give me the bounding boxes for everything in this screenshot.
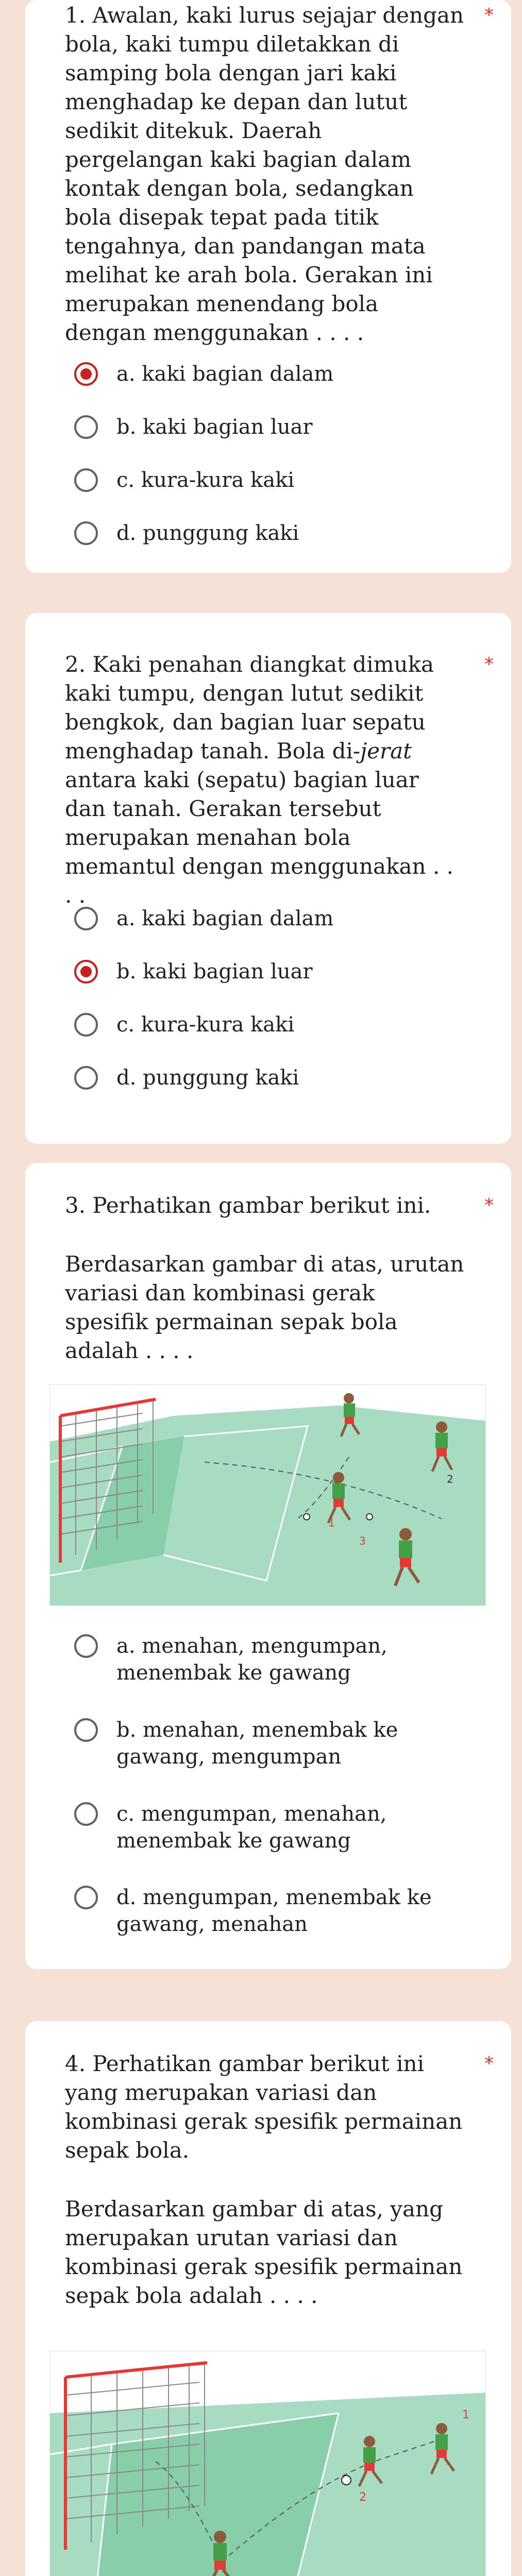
q2-option-b-label: b. kaki bagian luar: [116, 960, 313, 984]
question-card-4: [25, 2021, 511, 2576]
question-1-text: [65, 1, 494, 347]
q3-option-b[interactable]: [74, 1717, 475, 1770]
question-3-figure: [49, 1384, 486, 1606]
q3-option-c[interactable]: [74, 1801, 475, 1854]
figure-number-1: 1: [462, 2409, 469, 2421]
q3-radio-d[interactable]: [74, 1886, 98, 1909]
q3-option-a-label: a. menahan, mengumpan, menembak ke gawang: [116, 1634, 388, 1685]
question-3-body: 3. Perhatikan gambar berikut ini.: [65, 1193, 431, 1218]
question-2-body: [65, 650, 465, 910]
q1-radio-d[interactable]: [74, 521, 98, 545]
required-asterisk: *: [484, 2053, 494, 2074]
question-1-body: 1. Awalan, kaki lurus sejajar dengan bola, kaki tumpu diletakkan di samping bola dengan jari kaki menghadap ke depan dan lutut sedikit ditekuk. Daerah pergelangan kaki bagian dalam kontak dengan bola, sedangkan bola disepak tepat pada titik tengahnya, dan pandangan mata melihat ke arah bola. Gerakan ini merupakan menendang bola dengan menggunakan . . . .: [65, 3, 464, 345]
figure-number-3: 3: [359, 1535, 366, 1547]
soccer-field-illustration: [50, 1385, 486, 1606]
question-2-text: [65, 650, 494, 910]
q2-radio-a[interactable]: [74, 907, 98, 930]
required-asterisk: *: [484, 1195, 494, 1216]
q2-option-a[interactable]: [74, 905, 333, 932]
q1-option-a[interactable]: [74, 361, 333, 387]
q1-option-c-label: c. kura-kura kaki: [116, 468, 295, 492]
question-4-figure: [49, 2351, 486, 2576]
q1-radio-a[interactable]: [74, 362, 98, 386]
q3-radio-b[interactable]: [74, 1718, 98, 1742]
question-card-2: [25, 613, 511, 1144]
question-3-text: [65, 1191, 494, 1365]
required-asterisk: *: [484, 5, 494, 26]
q1-option-c[interactable]: [74, 467, 294, 494]
question-2-body-b: antara kaki (sepatu) bagian luar dan tanah. Gerakan tersebut merupakan menahan bola memantul dengan menggunakan . . . .: [65, 767, 454, 908]
question-4-body: 4. Perhatikan gambar berikut ini yang merupakan variasi dan kombinasi gerak spesifik permainan sepak bola.: [65, 2051, 463, 2163]
q2-option-c-label: c. kura-kura kaki: [116, 1013, 295, 1037]
q2-radio-d[interactable]: [74, 1066, 98, 1090]
question-3-subtext: Berdasarkan gambar di atas, urutan variasi dan kombinasi gerak spesifik permainan sepak bola adalah . . . .: [65, 1251, 464, 1363]
q1-option-b-label: b. kaki bagian luar: [116, 415, 313, 439]
q1-option-d-label: d. punggung kaki: [116, 521, 299, 545]
question-2-body-em: jerat: [360, 738, 412, 764]
question-card-1: [25, 0, 511, 573]
question-4-text: [65, 2049, 494, 2310]
q3-option-d-label: d. mengumpan, menembak ke gawang, menahan: [116, 1886, 432, 1936]
q3-option-a[interactable]: [74, 1633, 475, 1686]
q3-radio-a[interactable]: [74, 1634, 98, 1658]
q1-option-b[interactable]: [74, 414, 313, 440]
q2-option-d[interactable]: [74, 1064, 299, 1091]
q1-radio-b[interactable]: [74, 415, 98, 439]
figure-number-2: 2: [359, 2491, 366, 2504]
soccer-field-illustration: [50, 2351, 486, 2576]
question-4-subtext: Berdasarkan gambar di atas, yang merupakan urutan variasi dan kombinasi gerak spesifik permainan sepak bola adalah . . . .: [65, 2196, 463, 2308]
q2-option-b[interactable]: [74, 958, 313, 985]
question-2-body-a: 2. Kaki penahan diangkat dimuka kaki tumpu, dengan lutut sedikit bengkok, dan bagian luar sepatu menghadap tanah. Bola di-: [65, 652, 434, 764]
q3-option-c-label: c. mengumpan, menahan, menembak ke gawang: [116, 1802, 387, 1853]
q2-option-a-label: a. kaki bagian dalam: [116, 907, 334, 930]
q2-radio-b[interactable]: [74, 960, 98, 984]
q1-radio-c[interactable]: [74, 468, 98, 492]
q1-option-a-label: a. kaki bagian dalam: [116, 362, 334, 386]
q2-option-c[interactable]: [74, 1011, 294, 1038]
q2-option-d-label: d. punggung kaki: [116, 1066, 299, 1090]
figure-number-1: 1: [328, 1517, 335, 1529]
q3-radio-c[interactable]: [74, 1802, 98, 1826]
q3-option-b-label: b. menahan, menembak ke gawang, mengumpan: [116, 1718, 398, 1769]
q1-option-d[interactable]: [74, 520, 299, 547]
required-asterisk: *: [484, 654, 494, 675]
question-card-3: [25, 1163, 511, 1969]
q2-radio-c[interactable]: [74, 1013, 98, 1037]
figure-number-2: 2: [447, 1473, 453, 1485]
q3-option-d[interactable]: [74, 1884, 475, 1938]
